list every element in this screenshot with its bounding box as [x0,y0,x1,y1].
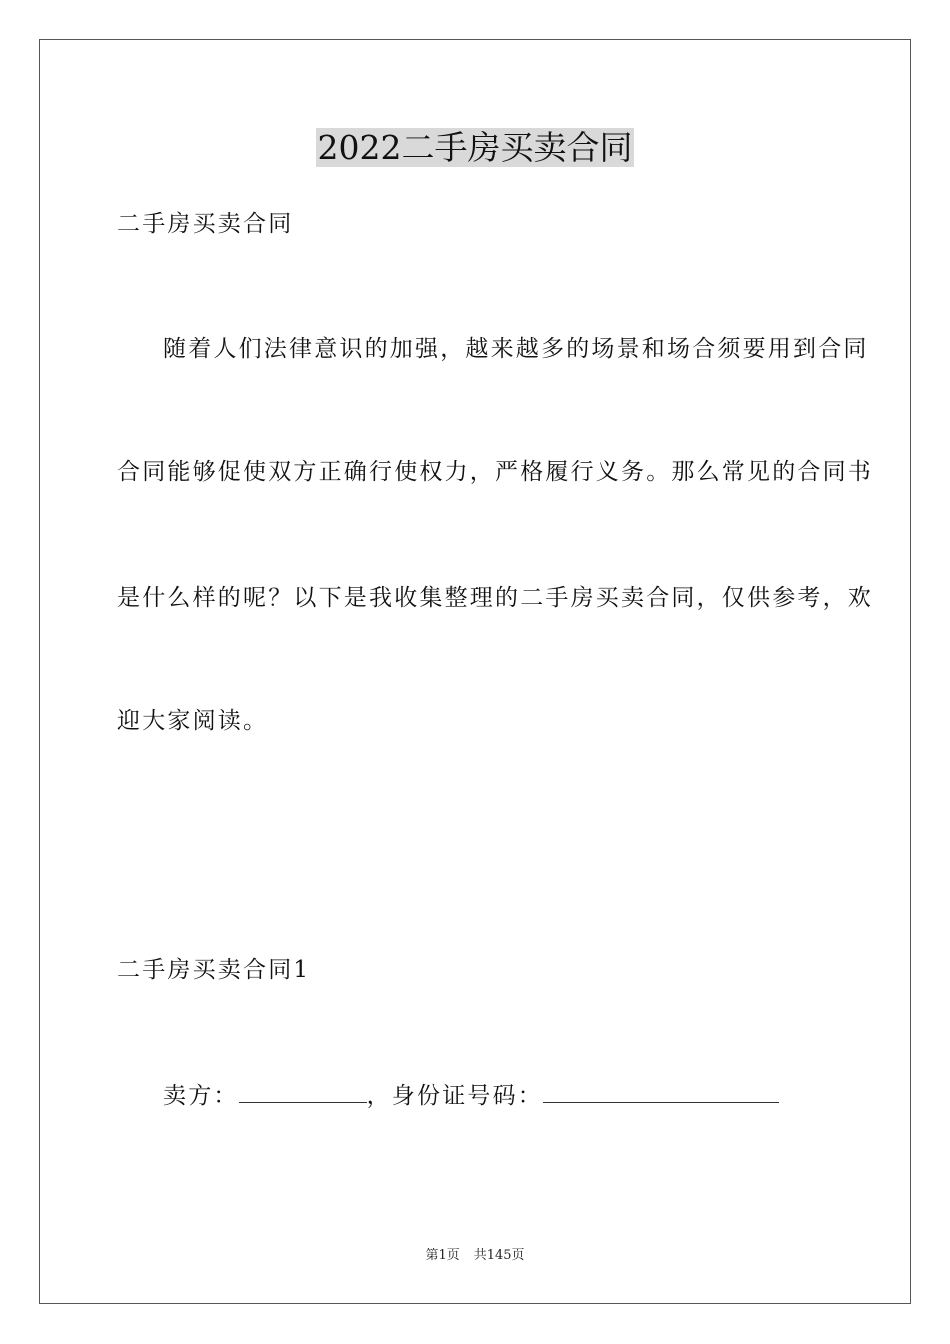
paragraph-line-2: 合同能够促使双方正确行使权力，严格履行义务。那么常见的合同书 [117,459,873,485]
document-title [0,126,950,170]
page-number: 第1页 [425,1248,460,1263]
document-subtitle: 二手房买卖合同 [117,211,294,237]
seller-line [163,1080,779,1111]
paragraph-line-3: 是什么样的呢？以下是我收集整理的二手房买卖合同，仅供参考，欢 [117,585,873,611]
seller-label: 卖方： [163,1083,239,1109]
paragraph-line-1: 随着人们法律意识的加强，越来越多的场景和场合须要用到合同 [163,336,869,362]
id-number-blank [543,1080,779,1103]
id-number-label: ，身份证号码： [366,1083,544,1109]
section-heading: 二手房买卖合同1 [117,957,311,983]
paragraph-line-4: 迎大家阅读。 [117,708,269,734]
page-footer [0,1247,950,1265]
total-pages: 共145页 [473,1248,525,1263]
document-title-text: 2022二手房买卖合同 [317,128,633,167]
seller-name-blank [239,1080,367,1103]
